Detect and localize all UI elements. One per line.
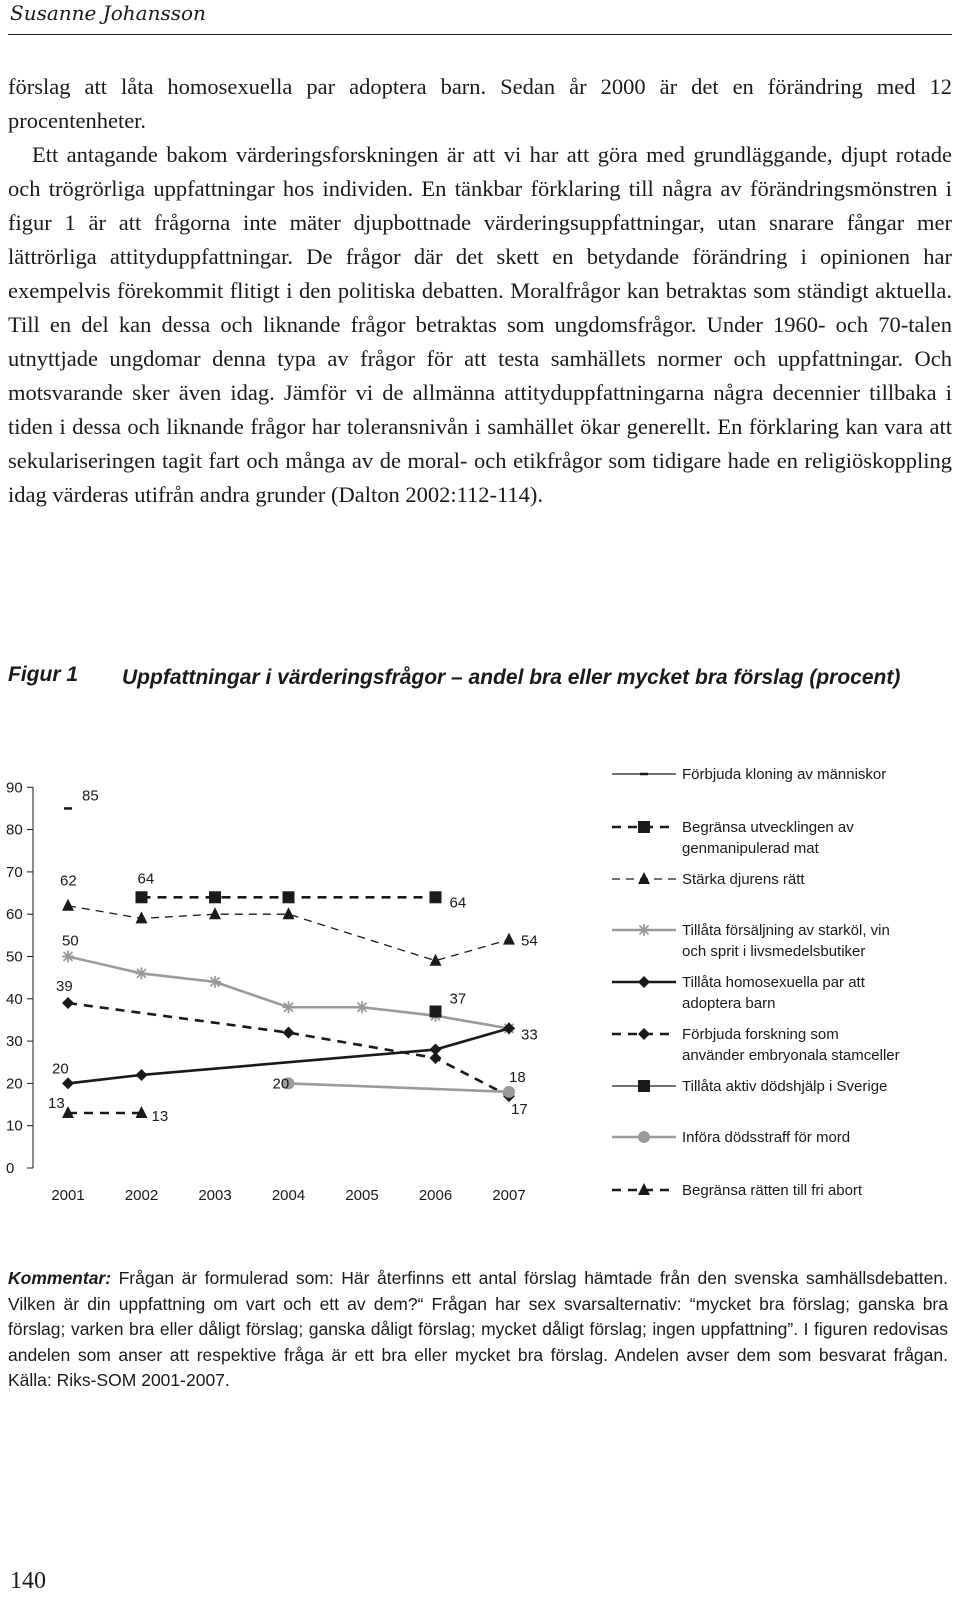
data-label: 13 bbox=[151, 1108, 169, 1126]
legend-label-line: Tillåta aktiv dödshjälp i Sverige bbox=[682, 1078, 888, 1095]
figure-comment bbox=[8, 1266, 948, 1394]
series-point bbox=[503, 933, 515, 945]
data-label: 85 bbox=[82, 787, 99, 805]
legend-label-line: genmanipulerad mat bbox=[682, 840, 819, 857]
series-point bbox=[430, 1052, 442, 1064]
legend-label-line: och sprit i livsmedelsbutiker bbox=[682, 943, 866, 960]
legend-marker bbox=[638, 976, 650, 988]
x-tick-label: 2003 bbox=[198, 1187, 232, 1204]
legend-label bbox=[682, 922, 890, 960]
data-label: 62 bbox=[60, 872, 77, 890]
data-label: 17 bbox=[511, 1101, 528, 1119]
series-point bbox=[283, 1001, 295, 1013]
data-label: 20 bbox=[52, 1060, 69, 1078]
y-tick-label: 10 bbox=[6, 1117, 23, 1135]
legend-label-line: Stärka djurens rätt bbox=[682, 871, 805, 888]
comment-text: Frågan är formulerad som: Här återfinns ett antal förslag hämtade från den svenska samhällsdebatten. Vilken är din uppfattning om vart och ett av dem?“ Frågan har sex svarsalternativ: “mycket bra förslag; ganska bra förslag; varken bra eller dåligt förslag; ganska dåligt förslag; mycket dåligt förslag; ingen uppfattning”. I figuren redovisas andelen som anser att respektive fråga är ett bra eller mycket bra förslag. Andelen avser dem som besvarat frågan. Källa: Riks-SOM 2001-2007. bbox=[8, 1268, 948, 1390]
comment-label: Kommentar: bbox=[8, 1268, 112, 1288]
series-point bbox=[356, 1001, 368, 1013]
x-tick-label: 2006 bbox=[418, 1187, 453, 1204]
y-tick-label: 0 bbox=[6, 1160, 15, 1177]
y-tick-label: 50 bbox=[6, 948, 23, 966]
figure-label: Figur 1 bbox=[8, 663, 79, 686]
y-tick-label: 60 bbox=[6, 906, 23, 924]
header-author: Susanne Johansson bbox=[10, 1, 206, 25]
legend-label-line: adoptera barn bbox=[682, 995, 776, 1012]
x-tick-label: 2001 bbox=[51, 1187, 85, 1204]
legend-marker bbox=[638, 1080, 650, 1092]
y-tick-label: 70 bbox=[6, 863, 23, 881]
legend-marker bbox=[638, 821, 650, 833]
data-label: 54 bbox=[521, 932, 538, 950]
y-tick-label: 80 bbox=[6, 821, 23, 839]
data-label: 37 bbox=[449, 990, 467, 1008]
legend-label-line: Begränsa utvecklingen av bbox=[682, 819, 854, 836]
legend-label bbox=[682, 1182, 863, 1199]
series-point bbox=[283, 891, 295, 903]
legend-marker bbox=[638, 1131, 650, 1143]
series-point bbox=[430, 1005, 442, 1017]
series-point bbox=[503, 1086, 515, 1098]
legend-label bbox=[682, 974, 866, 1012]
legend-marker bbox=[638, 1028, 650, 1040]
legend-label bbox=[682, 766, 886, 783]
legend-label bbox=[682, 1078, 887, 1095]
legend-label-line: Begränsa rätten till fri abort bbox=[682, 1182, 863, 1199]
y-tick-label: 30 bbox=[6, 1033, 23, 1051]
series-point bbox=[62, 951, 74, 963]
legend-label-line: Tillåta försäljning av starköl, vin bbox=[682, 922, 890, 939]
legend-label bbox=[682, 1129, 850, 1146]
series-point bbox=[209, 976, 221, 988]
header-rule bbox=[8, 34, 952, 35]
legend-marker bbox=[638, 872, 650, 884]
paragraph-1: förslag att låta homosexuella par adoptera barn. Sedan år 2000 är det en förändring med 12 procentenheter. bbox=[8, 74, 952, 133]
legend-label-line: använder embryonala stamceller bbox=[682, 1047, 900, 1064]
legend-label bbox=[682, 819, 854, 857]
y-tick-label: 20 bbox=[6, 1075, 23, 1093]
series-line bbox=[289, 1083, 510, 1091]
data-label: 50 bbox=[62, 932, 79, 950]
legend-marker bbox=[638, 924, 650, 936]
legend-label bbox=[682, 871, 805, 888]
paragraph-2: Ett antagande bakom värderingsforskningen är att vi har att göra med grundläggande, djupt rotade och trögrörliga uppfattningar hos individen. En tänkbar förklaring till några av förändringsmönstren i figur 1 är att frågorna inte mäter djupbottnade värderingsuppfattningar, utan snarare fångar mer lättrörliga attityduppfattningar. De frågor där det skett en betydande förändring i opinionen har exempelvis förekommit flitigt i den politiska debatten. Moralfrågor kan betraktas som ständigt aktuella. Till en del kan dessa och liknande frågor betraktas som ungdomsfrågor. Under 1960- och 70-talen utnyttjade ungdomar denna typa av frågor för att testa samhällets normer och uppfattningar. Och motsvarande sker även idag. Jämför vi de allmänna attityduppfattningarna några decennier tillbaka i tiden i dessa och liknande frågor har toleransnivån i samhället ökar generellt. En förklaring kan vara att sekulariseringen tagit fart och många av de moral- och etikfrågor som tidigare hade en religiöskoppling idag värderas utifrån andra grunder (Dalton 2002:112-114). bbox=[8, 142, 952, 507]
legend-label-line: Förbjuda kloning av människor bbox=[682, 766, 887, 783]
series-point bbox=[209, 891, 221, 903]
data-label: 39 bbox=[56, 978, 73, 996]
series-point bbox=[62, 997, 74, 1009]
series-point bbox=[136, 967, 148, 979]
data-label: 64 bbox=[137, 870, 155, 888]
x-tick-label: 2002 bbox=[124, 1187, 159, 1204]
legend-label bbox=[682, 1026, 900, 1064]
data-label: 33 bbox=[521, 1026, 538, 1044]
legend-label-line: Tillåta homosexuella par att bbox=[682, 974, 865, 991]
series-point bbox=[62, 899, 74, 911]
series-point bbox=[136, 891, 148, 903]
x-tick-label: 2005 bbox=[345, 1187, 379, 1204]
legend-label-line: Införa dödsstraff för mord bbox=[682, 1129, 851, 1146]
series-point bbox=[62, 1077, 74, 1089]
body-text bbox=[8, 70, 952, 512]
figure-title: Uppfattningar i värderingsfrågor – andel bra eller mycket bra förslag (procent) bbox=[122, 666, 901, 689]
series-point bbox=[209, 907, 221, 919]
line-chart bbox=[0, 760, 960, 1220]
data-label: 20 bbox=[272, 1075, 290, 1093]
x-tick-label: 2007 bbox=[492, 1187, 526, 1204]
series-point bbox=[136, 1069, 148, 1081]
data-label: 18 bbox=[509, 1068, 526, 1086]
legend-label-line: Förbjuda forskning som bbox=[682, 1026, 839, 1043]
x-tick-label: 2004 bbox=[271, 1187, 306, 1204]
series-point bbox=[430, 891, 442, 903]
data-label: 64 bbox=[449, 894, 467, 912]
series-point bbox=[283, 1027, 295, 1039]
series-line bbox=[68, 957, 509, 1029]
data-label: 13 bbox=[48, 1095, 65, 1113]
series-point bbox=[283, 907, 295, 919]
page-number: 140 bbox=[10, 1568, 46, 1594]
y-tick-label: 90 bbox=[6, 779, 23, 797]
y-tick-label: 40 bbox=[6, 990, 23, 1008]
